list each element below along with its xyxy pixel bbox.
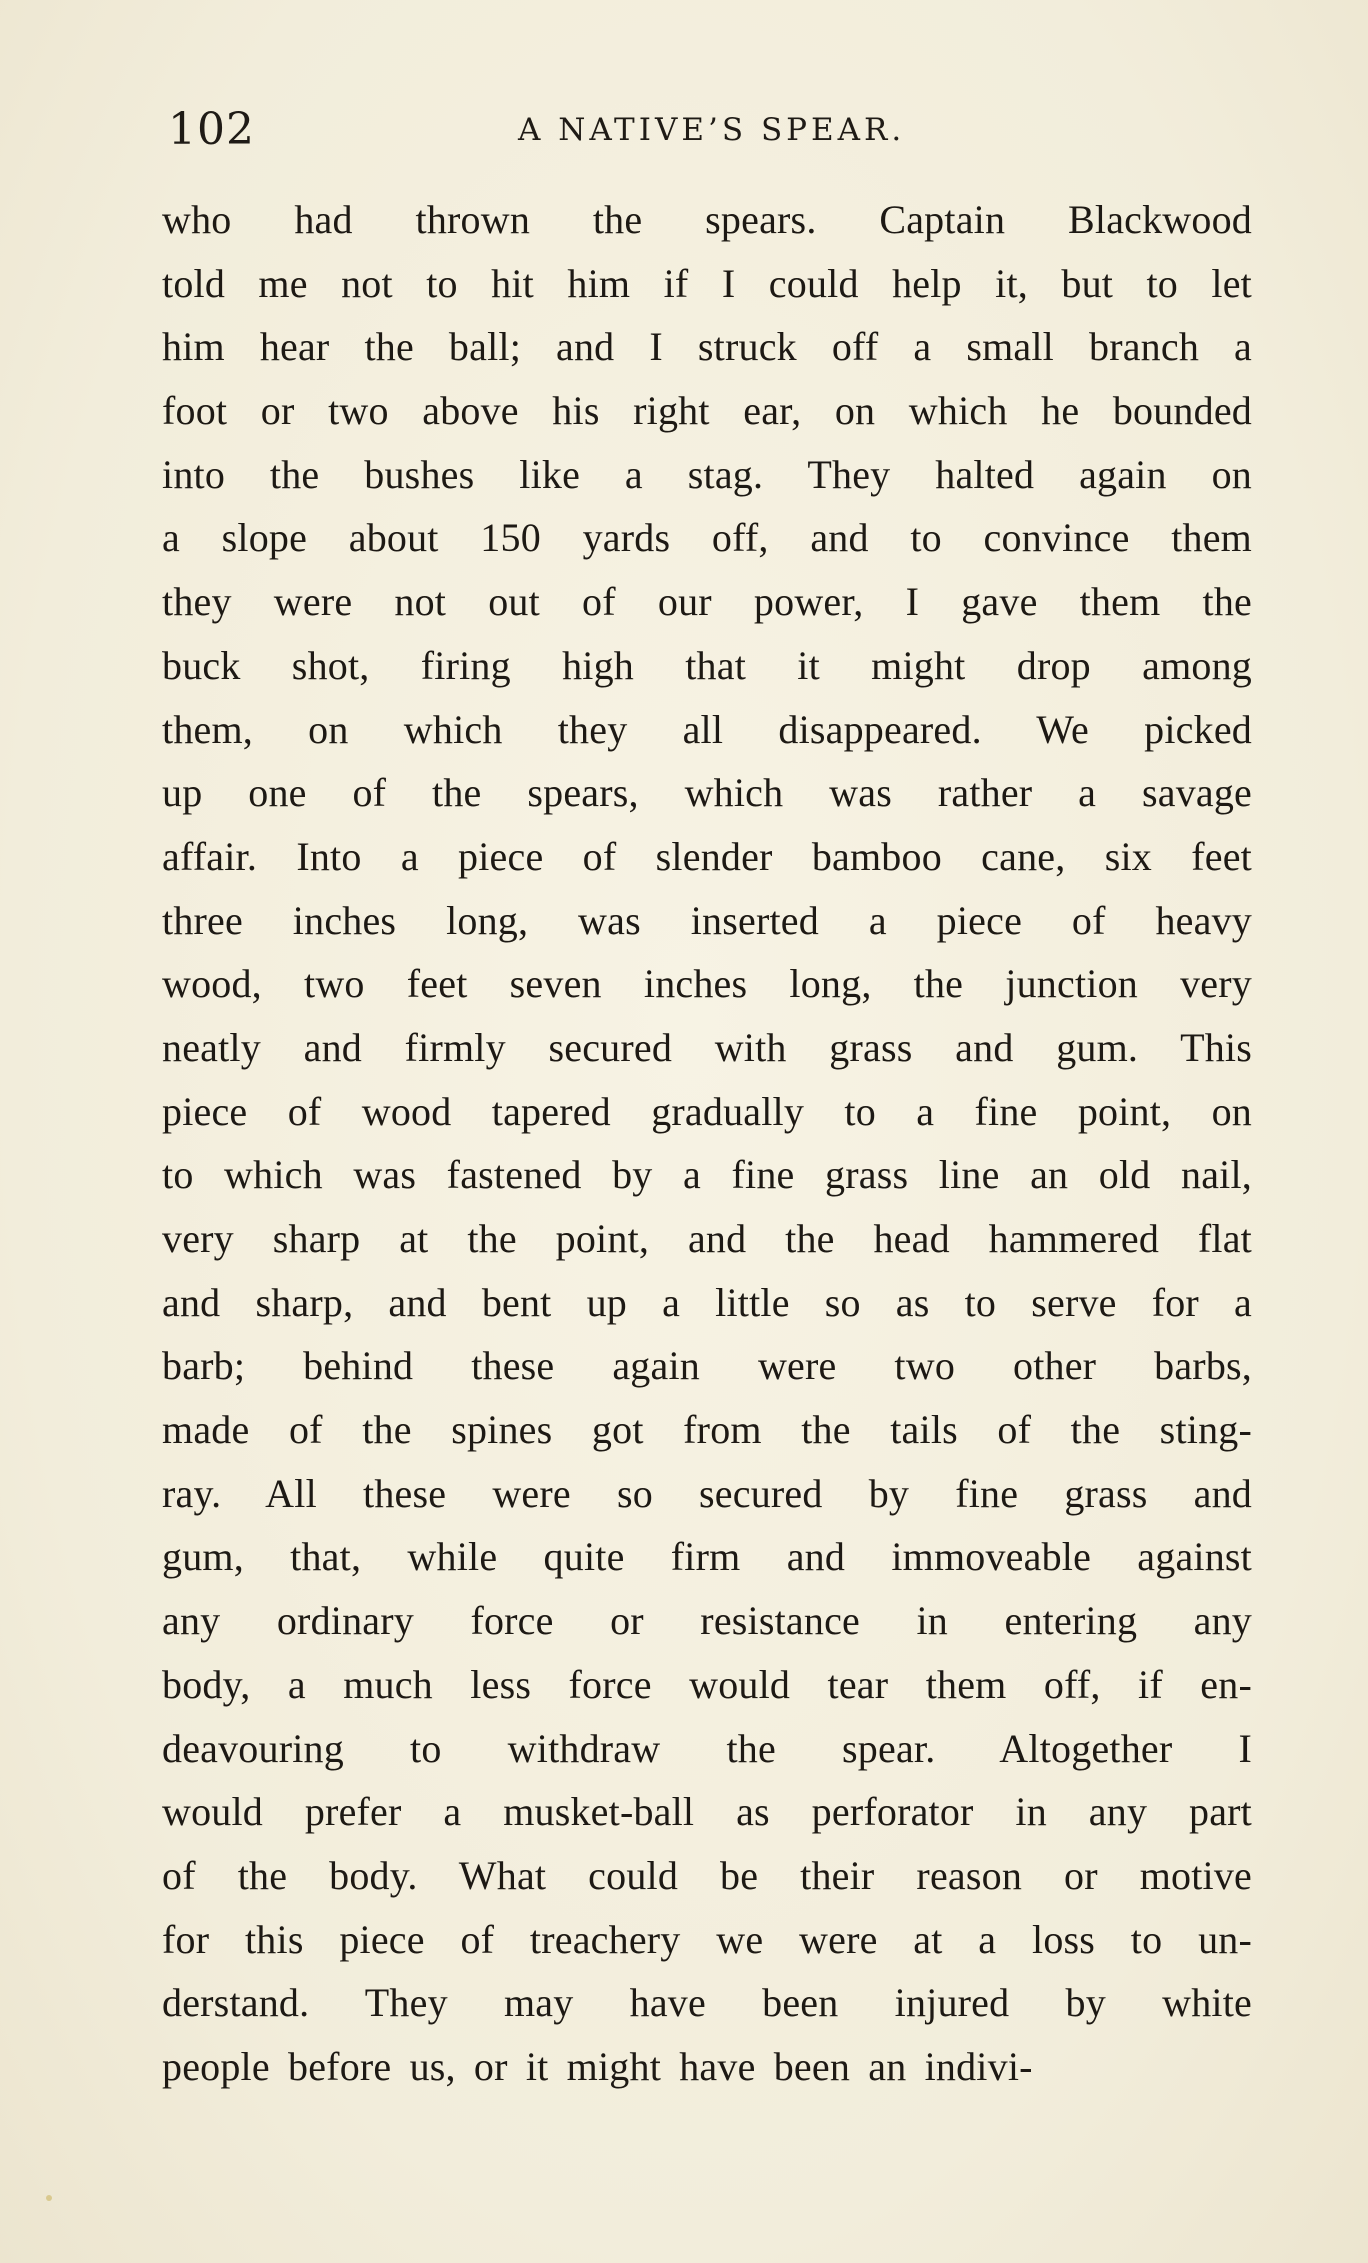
page-header xyxy=(168,98,1268,168)
text-line: them, on which they all disappeared. We picked xyxy=(162,706,1252,752)
text-line: foot or two above his right ear, on which he bounded xyxy=(162,388,1252,434)
text-line: body, a much less force would tear them off, if en- xyxy=(162,1661,1252,1707)
running-head: A NATIVE’S SPEAR. xyxy=(518,112,906,148)
text-line: three inches long, was inserted a piece of heavy xyxy=(162,897,1252,943)
text-line: and sharp, and bent up a little so as to serve for a xyxy=(162,1279,1252,1325)
text-line: would prefer a musket-ball as perforator in any part xyxy=(162,1789,1252,1835)
text-line: deavouring to withdraw the spear. Altogether I xyxy=(162,1725,1252,1771)
text-line: barb; behind these again were two other barbs, xyxy=(162,1343,1252,1389)
text-line: they were not out of our power, I gave them the xyxy=(162,579,1252,625)
text-line: neatly and firmly secured with grass and gum. This xyxy=(162,1024,1252,1070)
text-line: piece of wood tapered gradually to a fine point, on xyxy=(162,1088,1252,1134)
page-number: 102 xyxy=(168,104,255,155)
text-line: told me not to hit him if I could help it, but to let xyxy=(162,260,1252,306)
text-line: affair. Into a piece of slender bamboo cane, six feet xyxy=(162,833,1252,879)
text-line: of the body. What could be their reason or motive xyxy=(162,1852,1252,1898)
text-line: into the bushes like a stag. They halted again on xyxy=(162,451,1252,497)
text-line: gum, that, while quite firm and immoveable against xyxy=(162,1534,1252,1580)
text-line: up one of the spears, which was rather a savage xyxy=(162,770,1252,816)
text-line: made of the spines got from the tails of the sting- xyxy=(162,1407,1252,1453)
text-line: very sharp at the point, and the head hammered flat xyxy=(162,1216,1252,1261)
text-line: to which was fastened by a fine grass line an old nail, xyxy=(162,1152,1252,1198)
paper-speck xyxy=(46,2195,52,2201)
text-line: for this piece of treachery we were at a loss to un- xyxy=(162,1916,1252,1962)
text-line: people before us, or it might have been an indivi- xyxy=(162,2043,1033,2089)
text-line: any ordinary force or resistance in entering any xyxy=(162,1598,1252,1644)
body-text xyxy=(162,188,1252,2099)
text-line: who had thrown the spears. Captain Blackwood xyxy=(162,197,1252,242)
text-line: wood, two feet seven inches long, the junction very xyxy=(162,961,1252,1007)
text-line: a slope about 150 yards off, and to convince them xyxy=(162,515,1252,561)
text-line: ray. All these were so secured by fine grass and xyxy=(162,1470,1252,1516)
text-line: buck shot, firing high that it might drop among xyxy=(162,642,1252,688)
text-line: derstand. They may have been injured by white xyxy=(162,1980,1252,2026)
text-line: him hear the ball; and I struck off a small branch a xyxy=(162,324,1252,370)
